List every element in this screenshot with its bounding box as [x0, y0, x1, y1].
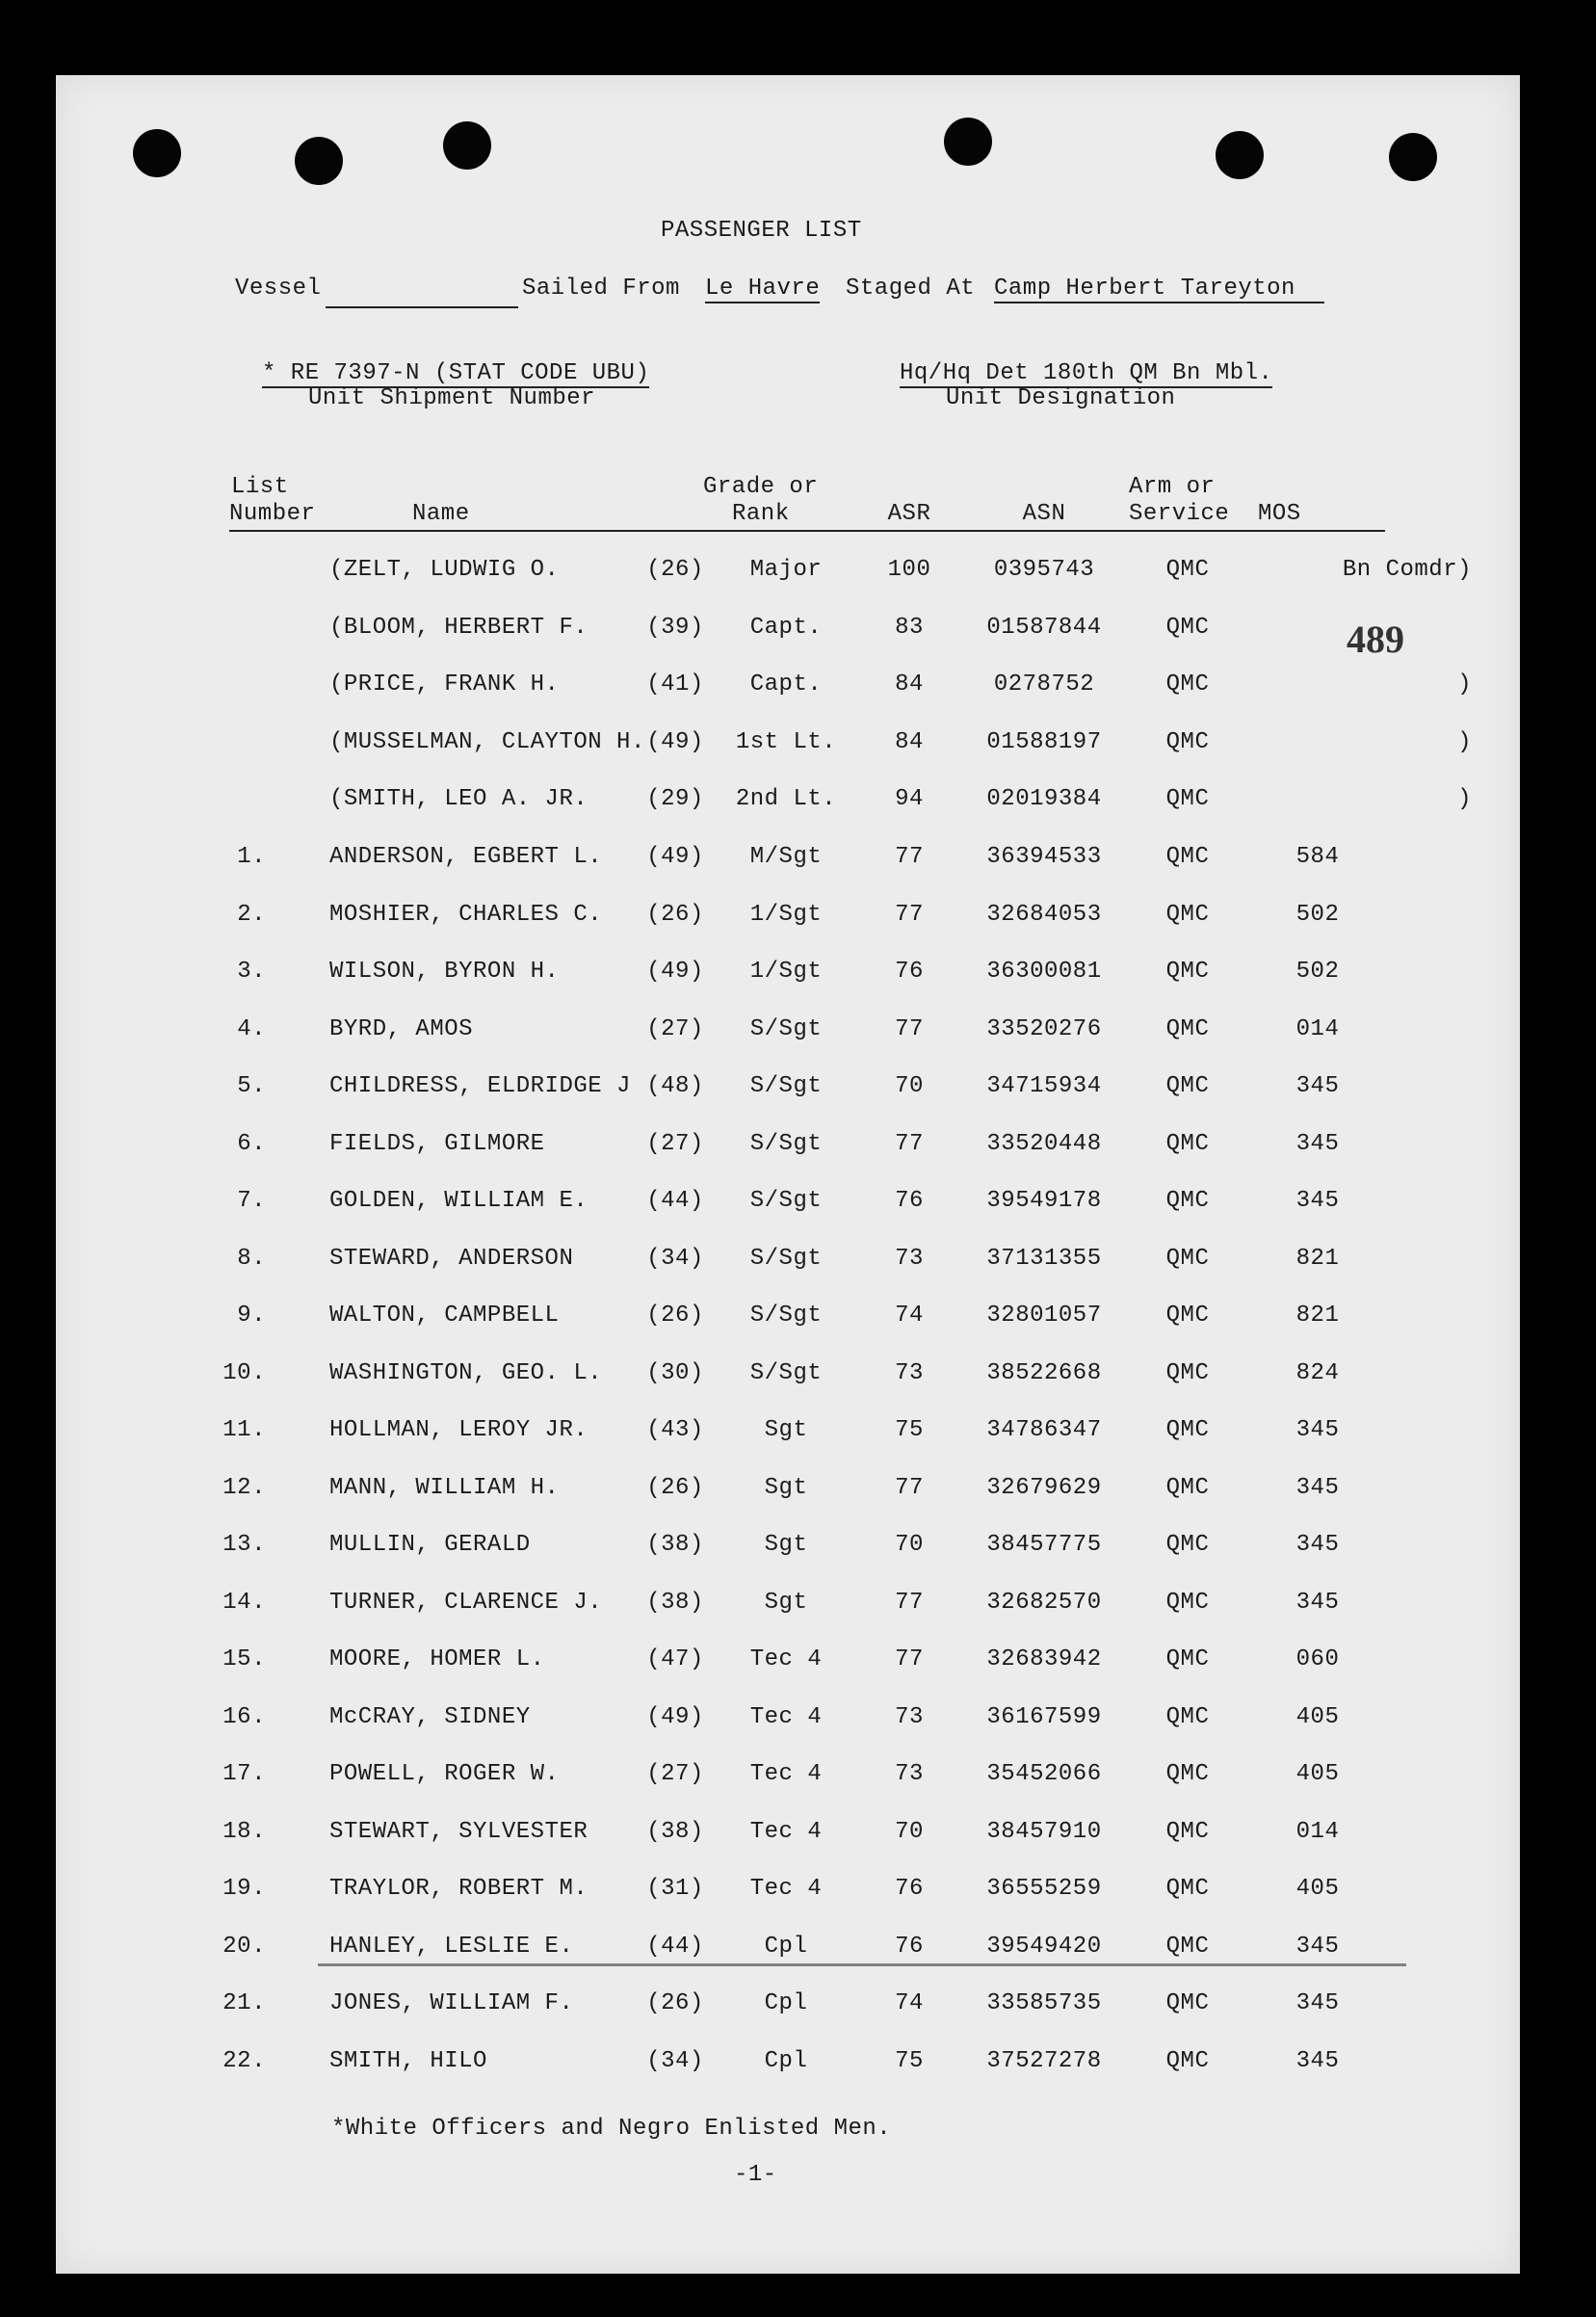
cell-age: (41): [646, 671, 704, 698]
cell-list-number: 13.: [222, 1532, 266, 1558]
cell-asr: 77: [895, 844, 924, 870]
col-asr: ASR: [887, 501, 931, 527]
table-row: [56, 1761, 1520, 1800]
table-row: [56, 1246, 1520, 1284]
cell-arm: QMC: [1165, 786, 1210, 812]
cell-mos: 014: [1295, 1818, 1340, 1845]
table-row: [56, 1475, 1520, 1514]
cell-asr: 77: [895, 1474, 924, 1501]
cell-asn: 32679629: [986, 1474, 1102, 1501]
cell-arm: QMC: [1165, 728, 1210, 755]
cell-age: (34): [646, 1245, 704, 1272]
cell-age: (26): [646, 1990, 704, 2016]
cell-list-number: 15.: [222, 1646, 266, 1672]
cell-note: ): [1457, 671, 1472, 698]
cell-name: BYRD, AMOS: [329, 1015, 474, 1042]
table-row: [56, 1990, 1520, 2029]
cell-arm: QMC: [1165, 1245, 1210, 1272]
cell-mos: 345: [1295, 1474, 1340, 1501]
col-grade-2: Rank: [732, 501, 790, 527]
cell-mos: 345: [1295, 2047, 1340, 2074]
cell-list-number: 3.: [237, 959, 266, 985]
table-row: [56, 729, 1520, 768]
cell-arm: QMC: [1165, 1876, 1210, 1902]
cell-arm: QMC: [1165, 2047, 1210, 2074]
cell-rank: Tec 4: [749, 1646, 823, 1672]
cell-arm: QMC: [1165, 1818, 1210, 1845]
cell-name: HANLEY, LESLIE E.: [329, 1933, 574, 1960]
sailed-value: Le Havre: [705, 276, 821, 302]
table-row: [56, 1590, 1520, 1628]
cell-asn: 38522668: [986, 1359, 1102, 1386]
cell-rank: S/Sgt: [749, 1303, 823, 1329]
cell-list-number: 9.: [237, 1303, 266, 1329]
unit-caption: Unit Designation: [946, 385, 1176, 411]
cell-list-number: 17.: [222, 1761, 266, 1787]
cell-age: (26): [646, 1474, 704, 1501]
cell-list-number: 6.: [237, 1130, 266, 1157]
cell-list-number: 4.: [237, 1015, 266, 1042]
table-row: [56, 1704, 1520, 1743]
cell-name: WASHINGTON, GEO. L.: [329, 1359, 603, 1386]
cell-asr: 75: [895, 2047, 924, 2074]
cell-asn: 32801057: [986, 1303, 1102, 1329]
col-arm-1: Arm or: [1129, 474, 1216, 500]
cell-rank: Cpl: [764, 2047, 808, 2074]
shipment-caption: Unit Shipment Number: [308, 385, 596, 411]
cell-asr: 77: [895, 1646, 924, 1672]
cell-mos: 060: [1295, 1646, 1340, 1672]
cell-asr: 77: [895, 1130, 924, 1157]
cell-asn: 38457910: [986, 1818, 1102, 1845]
cell-name: HOLLMAN, LEROY JR.: [329, 1417, 589, 1443]
cell-rank: S/Sgt: [749, 1073, 823, 1099]
cell-name: GOLDEN, WILLIAM E.: [329, 1188, 589, 1214]
cell-age: (29): [646, 786, 704, 812]
cell-rank: S/Sgt: [749, 1245, 823, 1272]
punch-hole: [1216, 131, 1264, 179]
cell-asn: 0278752: [993, 671, 1095, 698]
cell-rank: Sgt: [764, 1532, 808, 1558]
cell-asr: 76: [895, 959, 924, 985]
cell-asr: 73: [895, 1703, 924, 1730]
cell-mos: 405: [1295, 1761, 1340, 1787]
cell-asr: 73: [895, 1245, 924, 1272]
cell-mos: 502: [1295, 901, 1340, 928]
cell-asn: 37131355: [986, 1245, 1102, 1272]
punch-hole: [1389, 133, 1437, 181]
cell-rank: Sgt: [764, 1589, 808, 1616]
cell-arm: QMC: [1165, 671, 1210, 698]
cell-arm: QMC: [1165, 844, 1210, 870]
cell-age: (49): [646, 1703, 704, 1730]
cell-list-number: 2.: [237, 901, 266, 928]
cell-arm: QMC: [1165, 1015, 1210, 1042]
cell-asn: 34715934: [986, 1073, 1102, 1099]
cell-list-number: 19.: [222, 1876, 266, 1902]
cell-asn: 32684053: [986, 901, 1102, 928]
cell-age: (27): [646, 1761, 704, 1787]
cell-mos: 014: [1295, 1015, 1340, 1042]
cell-name: STEWART, SYLVESTER: [329, 1818, 589, 1845]
cell-name: JONES, WILLIAM F.: [329, 1990, 574, 2016]
cell-asn: 34786347: [986, 1417, 1102, 1443]
cell-age: (26): [646, 557, 704, 583]
cell-note: Bn Comdr): [1342, 557, 1472, 583]
cell-rank: Cpl: [764, 1933, 808, 1960]
table-row: [56, 615, 1520, 653]
vessel-label: Vessel: [235, 276, 322, 302]
cell-age: (34): [646, 2047, 704, 2074]
staged-label: Staged At: [846, 276, 976, 302]
cell-name: ANDERSON, EGBERT L.: [329, 844, 603, 870]
cell-rank: Cpl: [764, 1990, 808, 2016]
cell-arm: QMC: [1165, 1474, 1210, 1501]
cell-asn: 02019384: [986, 786, 1102, 812]
table-row: [56, 1073, 1520, 1112]
cell-rank: Sgt: [764, 1474, 808, 1501]
cell-mos: 824: [1295, 1359, 1340, 1386]
col-arm-2: Service: [1129, 501, 1230, 527]
col-grade-1: Grade or: [703, 474, 819, 500]
col-asn: ASN: [1022, 501, 1066, 527]
cell-rank: S/Sgt: [749, 1015, 823, 1042]
cell-mos: 405: [1295, 1703, 1340, 1730]
table-row: [56, 1646, 1520, 1685]
cell-name: FIELDS, GILMORE: [329, 1130, 545, 1157]
punch-hole: [295, 137, 343, 185]
cell-name: MANN, WILLIAM H.: [329, 1474, 560, 1501]
punch-hole: [443, 121, 491, 170]
cell-name: STEWARD, ANDERSON: [329, 1245, 574, 1272]
cell-rank: M/Sgt: [749, 844, 823, 870]
cell-age: (47): [646, 1646, 704, 1672]
cell-age: (44): [646, 1933, 704, 1960]
table-row: [56, 1876, 1520, 1914]
cell-mos: 584: [1295, 844, 1340, 870]
cell-asn: 0395743: [993, 557, 1095, 583]
cell-name: (PRICE, FRANK H.: [329, 671, 560, 698]
cell-age: (38): [646, 1589, 704, 1616]
cell-asn: 36300081: [986, 959, 1102, 985]
cell-note: ): [1457, 786, 1472, 812]
cell-list-number: 21.: [222, 1990, 266, 2016]
cell-mos: 345: [1295, 1990, 1340, 2016]
cell-rank: S/Sgt: [749, 1359, 823, 1386]
cell-name: WALTON, CAMPBELL: [329, 1303, 560, 1329]
staged-value: Camp Herbert Tareyton: [994, 276, 1324, 303]
cell-age: (44): [646, 1188, 704, 1214]
cell-name: CHILDRESS, ELDRIDGE J: [329, 1073, 631, 1099]
table-row: [56, 959, 1520, 997]
stamp-number: 489: [1347, 618, 1404, 661]
table-row: [56, 557, 1520, 595]
col-mos: MOS: [1258, 501, 1301, 527]
cell-age: (38): [646, 1532, 704, 1558]
cell-rank: Capt.: [749, 614, 823, 641]
cell-mos: 345: [1295, 1589, 1340, 1616]
cell-mos: 345: [1295, 1417, 1340, 1443]
cell-rank: Sgt: [764, 1417, 808, 1443]
cell-asr: 70: [895, 1073, 924, 1099]
cell-age: (49): [646, 959, 704, 985]
cell-age: (43): [646, 1417, 704, 1443]
table-row: [56, 1819, 1520, 1857]
cell-arm: QMC: [1165, 959, 1210, 985]
cell-asn: 35452066: [986, 1761, 1102, 1787]
punch-hole: [944, 118, 992, 166]
cell-name: (MUSSELMAN, CLAYTON H.: [329, 728, 645, 755]
cell-mos: 345: [1295, 1532, 1340, 1558]
cell-arm: QMC: [1165, 1646, 1210, 1672]
cell-arm: QMC: [1165, 901, 1210, 928]
cell-mos: 821: [1295, 1245, 1340, 1272]
footnote: *White Officers and Negro Enlisted Men.: [331, 2116, 892, 2142]
cell-asn: 37527278: [986, 2047, 1102, 2074]
cell-rank: S/Sgt: [749, 1130, 823, 1157]
cell-list-number: 7.: [237, 1188, 266, 1214]
cell-list-number: 11.: [222, 1417, 266, 1443]
cell-asr: 84: [895, 671, 924, 698]
cell-mos: 345: [1295, 1073, 1340, 1099]
cell-list-number: 16.: [222, 1703, 266, 1730]
cell-mos: 821: [1295, 1303, 1340, 1329]
cell-arm: QMC: [1165, 1188, 1210, 1214]
cell-rank: 2nd Lt.: [735, 786, 837, 812]
cell-age: (31): [646, 1876, 704, 1902]
cell-asn: 32682570: [986, 1589, 1102, 1616]
cell-age: (38): [646, 1818, 704, 1845]
cell-arm: QMC: [1165, 1130, 1210, 1157]
cell-rank: Major: [749, 557, 823, 583]
cell-name: WILSON, BYRON H.: [329, 959, 560, 985]
cell-rank: Tec 4: [749, 1876, 823, 1902]
cell-list-number: 18.: [222, 1818, 266, 1845]
cell-asn: 38457775: [986, 1532, 1102, 1558]
cell-arm: QMC: [1165, 1990, 1210, 2016]
cell-rank: 1st Lt.: [735, 728, 837, 755]
cell-asn: 36167599: [986, 1703, 1102, 1730]
shipment-number: * RE 7397-N (STAT CODE UBU): [262, 360, 650, 386]
table-row: [56, 1417, 1520, 1456]
cell-name: SMITH, HILO: [329, 2047, 487, 2074]
cell-list-number: 20.: [222, 1933, 266, 1960]
col-list-number-2: Number: [229, 501, 316, 527]
cell-asr: 84: [895, 728, 924, 755]
cell-asr: 76: [895, 1188, 924, 1214]
cell-mos: 502: [1295, 959, 1340, 985]
cell-mos: 345: [1295, 1933, 1340, 1960]
cell-asr: 73: [895, 1761, 924, 1787]
table-row: [56, 1303, 1520, 1341]
cell-list-number: 10.: [222, 1359, 266, 1386]
cell-asr: 76: [895, 1876, 924, 1902]
cell-asn: 01588197: [986, 728, 1102, 755]
cell-asn: 33585735: [986, 1990, 1102, 2016]
cell-note: ): [1457, 728, 1472, 755]
cell-arm: QMC: [1165, 1761, 1210, 1787]
cell-arm: QMC: [1165, 1417, 1210, 1443]
vessel-value: [326, 276, 518, 308]
cell-asr: 74: [895, 1303, 924, 1329]
cell-list-number: 12.: [222, 1474, 266, 1501]
cell-list-number: 8.: [237, 1245, 266, 1272]
cell-asn: 39549420: [986, 1933, 1102, 1960]
cell-age: (27): [646, 1015, 704, 1042]
table-row: [56, 671, 1520, 710]
cell-rank: 1/Sgt: [749, 901, 823, 928]
cell-asn: 01587844: [986, 614, 1102, 641]
unit-designation: Hq/Hq Det 180th QM Bn Mbl.: [900, 360, 1273, 386]
strike-through-line: [318, 1963, 1406, 1966]
cell-age: (27): [646, 1130, 704, 1157]
cell-arm: QMC: [1165, 1303, 1210, 1329]
col-name: Name: [412, 501, 470, 527]
cell-arm: QMC: [1165, 1589, 1210, 1616]
cell-asr: 83: [895, 614, 924, 641]
page-number: -1-: [734, 2162, 777, 2188]
table-row: [56, 1532, 1520, 1570]
table-row: [56, 2048, 1520, 2087]
cell-asr: 75: [895, 1417, 924, 1443]
cell-arm: QMC: [1165, 614, 1210, 641]
header-rule: [229, 530, 1385, 532]
table-row: [56, 1360, 1520, 1399]
cell-asr: 73: [895, 1359, 924, 1386]
cell-name: MOORE, HOMER L.: [329, 1646, 545, 1672]
cell-asr: 76: [895, 1933, 924, 1960]
cell-arm: QMC: [1165, 1073, 1210, 1099]
cell-list-number: 1.: [237, 844, 266, 870]
table-row: [56, 786, 1520, 825]
table-row: [56, 1016, 1520, 1055]
cell-name: MOSHIER, CHARLES C.: [329, 901, 603, 928]
cell-name: MULLIN, GERALD: [329, 1532, 531, 1558]
cell-asr: 70: [895, 1818, 924, 1845]
cell-rank: Capt.: [749, 671, 823, 698]
cell-age: (49): [646, 844, 704, 870]
cell-rank: 1/Sgt: [749, 959, 823, 985]
table-row: [56, 1188, 1520, 1226]
cell-asr: 94: [895, 786, 924, 812]
cell-asn: 33520448: [986, 1130, 1102, 1157]
col-list-number-1: List: [231, 474, 289, 500]
cell-name: (SMITH, LEO A. JR.: [329, 786, 589, 812]
cell-age: (39): [646, 614, 704, 641]
cell-asn: 32683942: [986, 1646, 1102, 1672]
cell-rank: Tec 4: [749, 1818, 823, 1845]
cell-rank: Tec 4: [749, 1761, 823, 1787]
punch-hole: [133, 129, 181, 177]
cell-asn: 36394533: [986, 844, 1102, 870]
cell-mos: 345: [1295, 1188, 1340, 1214]
cell-age: (30): [646, 1359, 704, 1386]
page-title: PASSENGER LIST: [661, 218, 862, 244]
cell-rank: S/Sgt: [749, 1188, 823, 1214]
cell-asn: 36555259: [986, 1876, 1102, 1902]
cell-asn: 33520276: [986, 1015, 1102, 1042]
cell-arm: QMC: [1165, 557, 1210, 583]
cell-list-number: 14.: [222, 1589, 266, 1616]
cell-asr: 77: [895, 901, 924, 928]
cell-age: (26): [646, 901, 704, 928]
cell-name: TRAYLOR, ROBERT M.: [329, 1876, 589, 1902]
cell-arm: QMC: [1165, 1532, 1210, 1558]
cell-name: (BLOOM, HERBERT F.: [329, 614, 589, 641]
cell-age: (48): [646, 1073, 704, 1099]
cell-list-number: 5.: [237, 1073, 266, 1099]
cell-arm: QMC: [1165, 1703, 1210, 1730]
cell-list-number: 22.: [222, 2047, 266, 2074]
cell-asr: 74: [895, 1990, 924, 2016]
cell-asr: 100: [887, 557, 931, 583]
cell-age: (49): [646, 728, 704, 755]
cell-rank: Tec 4: [749, 1703, 823, 1730]
document-page: [56, 75, 1520, 2274]
cell-mos: 345: [1295, 1130, 1340, 1157]
cell-age: (26): [646, 1303, 704, 1329]
cell-arm: QMC: [1165, 1359, 1210, 1386]
sailed-label: Sailed From: [522, 276, 680, 302]
cell-name: McCRAY, SIDNEY: [329, 1703, 531, 1730]
cell-asr: 70: [895, 1532, 924, 1558]
cell-name: POWELL, ROGER W.: [329, 1761, 560, 1787]
cell-name: (ZELT, LUDWIG O.: [329, 557, 560, 583]
cell-arm: QMC: [1165, 1933, 1210, 1960]
cell-name: TURNER, CLARENCE J.: [329, 1589, 603, 1616]
cell-mos: 405: [1295, 1876, 1340, 1902]
cell-asn: 39549178: [986, 1188, 1102, 1214]
table-row: [56, 1131, 1520, 1170]
cell-asr: 77: [895, 1015, 924, 1042]
table-row: [56, 844, 1520, 882]
cell-asr: 77: [895, 1589, 924, 1616]
table-row: [56, 902, 1520, 940]
